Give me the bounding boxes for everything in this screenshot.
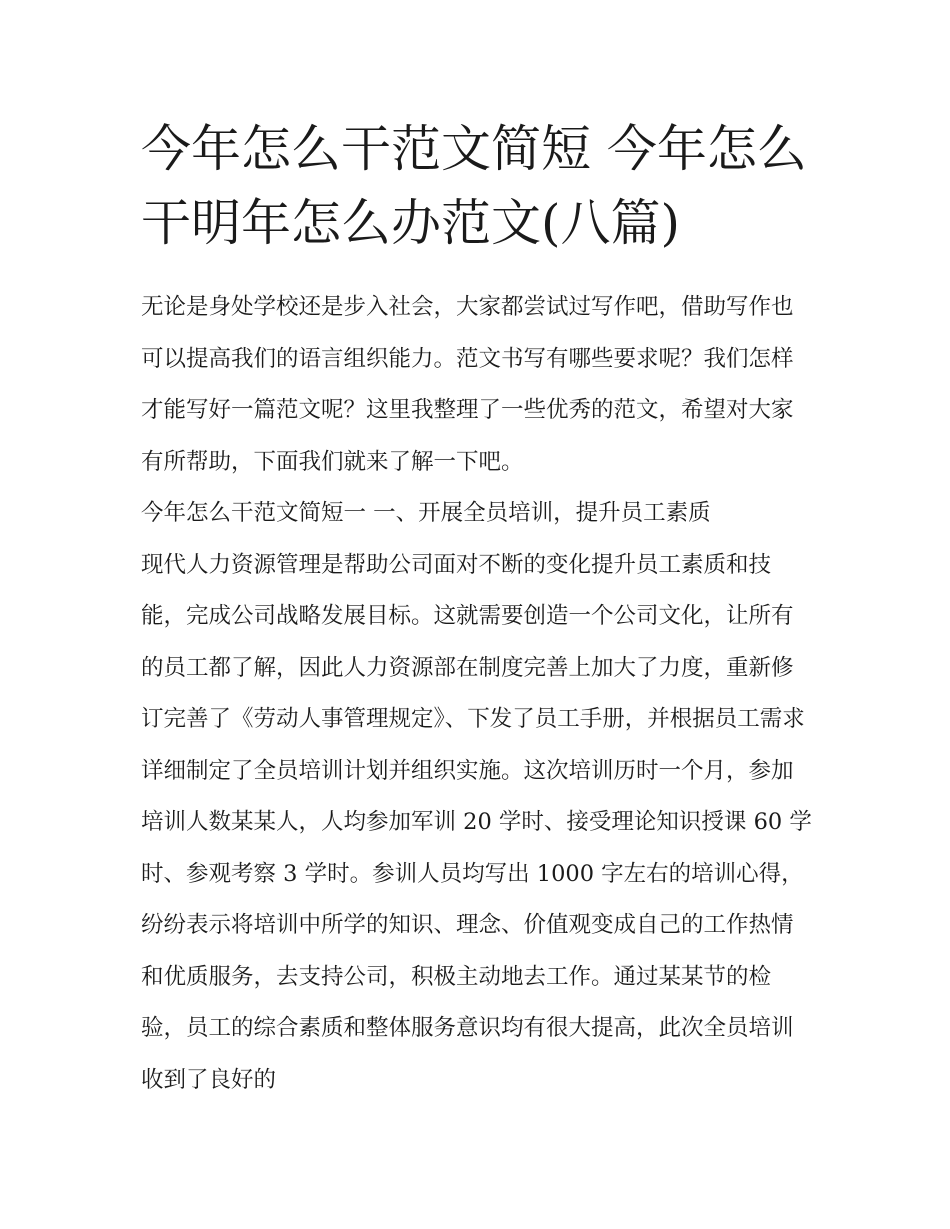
- section-heading: 今年怎么干范文简短一 一、开展全员培训，提升员工素质: [141, 500, 711, 526]
- body-paragraph: 现代人力资源管理是帮助公司面对不断的变化提升员工素质和技能，完成公司战略发展目标。这就需要创造一个公司文化，让所有的员工都了解，因此人力资源部在制度完善上加大了力度，重新修订完善了《劳动人事管理规定》、下发了员工手册，并根据员工需求详细制定了全员培训计划并组织实施。这次培训历时一个月，参加培训人数某某人，人均参加军训 20 学时、接受理论知识授课 60 学时、参观考察 3 学时。参训人员均写出 1000 字左右的培训心得，纷纷表示将培训中所学的知识、理念、价值观变成自己的工作热情和优质服务，去支持公司，积极主动地去工作。通过某某节的检验，员工的综合素质和整体服务意识均有很大提高，此次全员培训收到了良好的: [141, 551, 812, 1093]
- document-title: 今年怎么干范文简短 今年怎么干明年怎么办范文(八篇): [141, 120, 807, 252]
- document-page: [141, 112, 813, 1106]
- intro-paragraph: 无论是身处学校还是步入社会，大家都尝试过写作吧，借助写作也可以提高我们的语言组织能力。范文书写有哪些要求呢？我们怎样才能写好一篇范文呢？这里我整理了一些优秀的范文，希望对大家有所帮助，下面我们就来了解一下吧。: [141, 294, 794, 475]
